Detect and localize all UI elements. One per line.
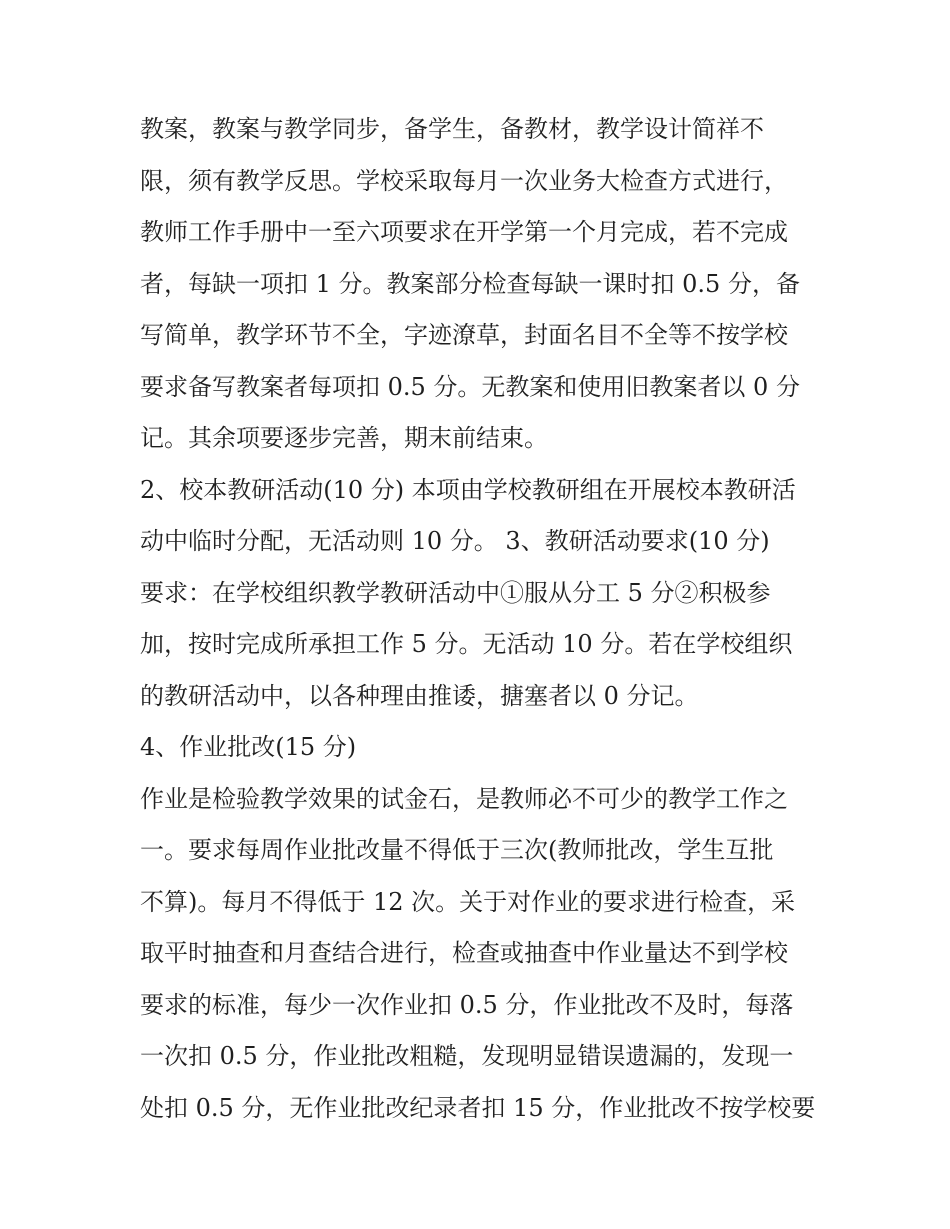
section-heading-4: 4、作业批改(15 分) — [140, 733, 357, 761]
text-line: 要求备写教案者每项扣 0.5 分。无教案和使用旧教案者以 0 分 — [140, 372, 800, 401]
text-line: 一次扣 0.5 分，作业批改粗糙，发现明显错误遗漏的，发现一 — [140, 1042, 794, 1070]
text-line: 记。其余项要逐步完善，期末前结束。 — [140, 424, 548, 452]
section-heading-2: 2、校本教研活动(10 分) 本项由学校教研组在开展校本教研活 — [140, 475, 796, 504]
text-line: 教案，教案与教学同步，备学生，备教材，教学设计简祥不 — [140, 115, 764, 143]
text-line: 限，须有教学反思。学校采取每月一次业务大检查方式进行， — [140, 166, 788, 195]
text-line: 的教研活动中，以各种理由推诿，搪塞者以 0 分记。 — [140, 681, 699, 710]
text-line: 加，按时完成所承担工作 5 分。无活动 10 分。若在学校组织 — [140, 630, 793, 658]
text-line: 取平时抽查和月查结合进行，检查或抽查中作业量达不到学校 — [140, 939, 788, 967]
text-line: 一。要求每周作业批改量不得低于三次(教师批改，学生互批 — [140, 836, 774, 864]
text-line: 要求：在学校组织教学教研活动中①服从分工 5 分②积极参 — [140, 578, 771, 607]
text-line: 不算)。每月不得低于 12 次。关于对作业的要求进行检查，采 — [140, 887, 796, 916]
document-body — [140, 104, 816, 1134]
text-line: 教师工作手册中一至六项要求在开学第一个月完成，若不完成 — [140, 218, 788, 246]
text-line: 写简单，教学环节不全，字迹潦草，封面名目不全等不按学校 — [140, 321, 788, 349]
text-line: 作业是检验教学效果的试金石，是教师必不可少的教学工作之 — [140, 784, 788, 813]
text-line: 者，每缺一项扣 1 分。教案部分检查每缺一课时扣 0.5 分，备 — [140, 269, 800, 298]
text-line: 处扣 0.5 分，无作业批改纪录者扣 15 分，作业批改不按学校要 — [140, 1093, 816, 1122]
text-line: 要求的标准，每少一次作业扣 0.5 分，作业批改不及时，每落 — [140, 990, 794, 1019]
text-line: 动中临时分配，无活动则 10 分。 3、教研活动要求(10 分) — [140, 527, 770, 555]
